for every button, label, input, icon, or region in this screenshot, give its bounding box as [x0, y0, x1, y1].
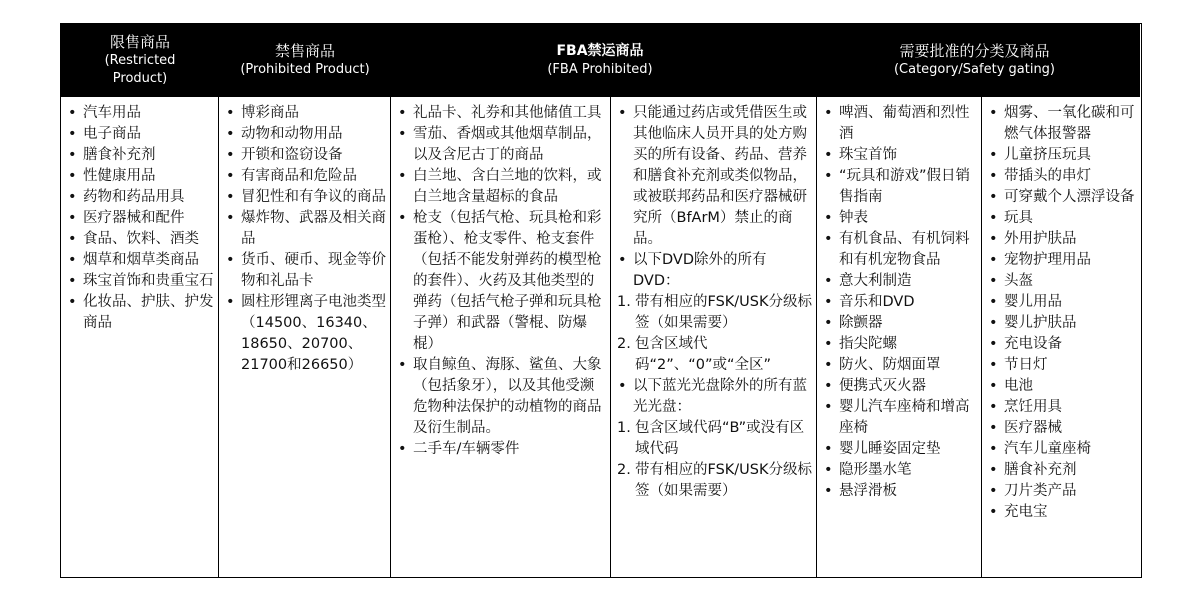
list-item-text: 医疗器械和配件 — [83, 210, 185, 226]
bullet-icon: • — [398, 126, 407, 142]
bullet-icon: • — [68, 231, 77, 247]
list-item — [397, 439, 606, 460]
product-category-table — [60, 23, 1142, 578]
list-item-text: 汽车儿童座椅 — [1004, 441, 1091, 457]
bullet-icon: • — [68, 189, 77, 205]
list-item — [823, 313, 977, 334]
list-item — [988, 313, 1136, 334]
list-item-text: 带有相应的FSK/USK分级标签（如果需要） — [635, 294, 813, 331]
list-item — [988, 145, 1136, 166]
list-item-text: 化妆品、护肤、护发商品 — [83, 294, 214, 331]
gating-list-right — [988, 103, 1136, 523]
bullet-icon: • — [824, 231, 833, 247]
list-item — [988, 376, 1136, 397]
list-item — [225, 103, 386, 124]
bullet-icon: • — [824, 399, 833, 415]
restricted-column — [61, 97, 219, 577]
bullet-icon: • — [989, 399, 998, 415]
prohibited-column — [219, 97, 391, 577]
bullet-icon: • — [226, 294, 235, 310]
list-item-text: 货币、硬币、现金等价物和礼品卡 — [241, 252, 386, 289]
list-item — [67, 292, 214, 334]
bullet-icon: • — [989, 294, 998, 310]
bullet-icon: • — [68, 105, 77, 121]
list-item-text: 可穿戴个人漂浮设备 — [1004, 189, 1135, 205]
list-item-text: 以下蓝光光盘除外的所有蓝光光盘： — [633, 378, 807, 415]
list-item — [988, 397, 1136, 418]
bullet-icon: • — [618, 252, 627, 268]
bullet-icon: • — [68, 147, 77, 163]
list-item-text: 膳食补充剂 — [83, 147, 156, 163]
list-item-text: 刀片类产品 — [1004, 483, 1077, 499]
gating-column-left — [817, 97, 982, 577]
list-item-text: 意大利制造 — [839, 273, 912, 289]
list-item-text: 汽车用品 — [83, 105, 141, 121]
bullet-icon: • — [989, 504, 998, 520]
list-item-text: 婴儿护肤品 — [1004, 315, 1077, 331]
list-item — [397, 355, 606, 439]
list-item — [988, 355, 1136, 376]
bullet-icon: • — [824, 483, 833, 499]
fba-list-left — [397, 103, 606, 460]
bullet-icon: • — [226, 168, 235, 184]
list-item — [617, 460, 812, 502]
list-item-text: 冒犯性和有争议的商品 — [241, 189, 386, 205]
list-item — [823, 103, 977, 145]
bullet-icon: • — [824, 210, 833, 226]
list-item — [823, 481, 977, 502]
list-item-text: 悬浮滑板 — [839, 483, 897, 499]
bullet-icon: • — [989, 168, 998, 184]
bullet-icon: • — [226, 189, 235, 205]
list-item — [988, 292, 1136, 313]
bullet-icon: • — [989, 441, 998, 457]
list-item — [823, 229, 977, 271]
bullet-icon: • — [226, 126, 235, 142]
bullet-icon: • — [226, 210, 235, 226]
list-item — [823, 208, 977, 229]
bullet-icon: • — [989, 420, 998, 436]
list-item — [988, 460, 1136, 481]
bullet-icon: • — [68, 252, 77, 268]
bullet-icon: • — [68, 168, 77, 184]
bullet-icon: • — [989, 147, 998, 163]
list-item — [617, 376, 812, 418]
bullet-icon: • — [68, 210, 77, 226]
bullet-icon: • — [618, 378, 627, 394]
bullet-icon: • — [68, 273, 77, 289]
list-item — [823, 397, 977, 439]
list-item — [823, 439, 977, 460]
list-item — [823, 334, 977, 355]
header-fba-zh: FBA禁运商品 — [556, 43, 644, 59]
list-item-text: 礼品卡、礼券和其他储值工具 — [413, 105, 602, 121]
list-item — [225, 292, 386, 376]
list-item — [988, 271, 1136, 292]
list-item — [67, 229, 214, 250]
bullet-icon: • — [398, 168, 407, 184]
bullet-icon: • — [398, 105, 407, 121]
list-item-text: 防火、防烟面罩 — [839, 357, 941, 373]
list-item — [988, 439, 1136, 460]
list-item — [988, 418, 1136, 439]
header-restricted — [61, 24, 219, 97]
number-marker: 1. — [617, 420, 631, 436]
bullet-icon: • — [618, 105, 627, 121]
list-item-text: 电池 — [1004, 378, 1033, 394]
bullet-icon: • — [824, 294, 833, 310]
list-item — [67, 103, 214, 124]
header-prohibited-en: (Prohibited Product) — [240, 62, 370, 77]
list-item-text: 宠物护理用品 — [1004, 252, 1091, 268]
bullet-icon: • — [824, 168, 833, 184]
bullet-icon: • — [398, 210, 407, 226]
list-item — [225, 145, 386, 166]
bullet-icon: • — [824, 357, 833, 373]
list-item — [988, 229, 1136, 250]
bullet-icon: • — [989, 231, 998, 247]
bullet-icon: • — [989, 378, 998, 394]
list-item — [617, 334, 812, 376]
list-item-text: 二手车/车辆零件 — [413, 441, 520, 457]
list-item — [225, 208, 386, 250]
restricted-list — [67, 103, 214, 334]
list-item — [988, 103, 1136, 145]
gating-list-left — [823, 103, 977, 502]
bullet-icon: • — [824, 105, 833, 121]
header-fba-prohibited — [391, 24, 809, 97]
list-item-text: 外用护肤品 — [1004, 231, 1077, 247]
list-item — [823, 355, 977, 376]
list-item — [988, 187, 1136, 208]
list-item-text: 枪支（包括气枪、玩具枪和彩蛋枪）、枪支零件、枪支套件（包括不能发射弹药的模型枪的套件）、火药及其他类型的弹药（包括气枪子弹和玩具枪子弹）和武器（警棍、防爆棍） — [413, 210, 602, 352]
list-item — [988, 166, 1136, 187]
list-item — [617, 292, 812, 334]
list-item — [823, 271, 977, 292]
list-item-text: 圆柱形锂离子电池类型（14500、16340、18650、20700、21700和26650） — [241, 294, 386, 373]
bullet-icon: • — [989, 273, 998, 289]
bullet-icon: • — [824, 273, 833, 289]
list-item-text: 取自鲸鱼、海豚、鲨鱼、大象（包括象牙），以及其他受濒危物种法保护的动植物的商品及衍生制品。 — [413, 357, 602, 436]
header-restricted-en: (Restricted Product) — [104, 53, 176, 86]
list-item — [225, 124, 386, 145]
list-item — [67, 187, 214, 208]
list-item-text: 包含区域代码“B”或没有区域代码 — [635, 420, 805, 457]
list-item — [617, 250, 812, 292]
bullet-icon: • — [989, 336, 998, 352]
bullet-icon: • — [824, 147, 833, 163]
list-item — [67, 124, 214, 145]
list-item-text: 儿童挤压玩具 — [1004, 147, 1091, 163]
list-item — [617, 418, 812, 460]
list-item-text: 爆炸物、武器及相关商品 — [241, 210, 386, 247]
list-item — [67, 250, 214, 271]
list-item-text: 指尖陀螺 — [839, 336, 897, 352]
list-item-text: 白兰地、含白兰地的饮料，或白兰地含量超标的食品 — [413, 168, 602, 205]
bullet-icon: • — [398, 357, 407, 373]
list-item-text: 电子商品 — [83, 126, 141, 142]
list-item — [823, 376, 977, 397]
list-item — [988, 334, 1136, 355]
list-item-text: 婴儿汽车座椅和增高座椅 — [839, 399, 970, 436]
header-gating-en: (Category/Safety gating) — [893, 62, 1056, 77]
list-item-text: 钟表 — [839, 210, 868, 226]
bullet-icon: • — [226, 252, 235, 268]
bullet-icon: • — [398, 441, 407, 457]
list-item-text: 博彩商品 — [241, 105, 299, 121]
number-marker: 2. — [617, 462, 631, 478]
list-item-text: 带有相应的FSK/USK分级标签（如果需要） — [635, 462, 813, 499]
header-gating-zh: 需要批准的分类及商品 — [899, 42, 1050, 60]
list-item — [988, 250, 1136, 271]
list-item-text: 婴儿用品 — [1004, 294, 1062, 310]
header-prohibited-zh: 禁售商品 — [274, 42, 335, 60]
list-item-text: 烟草和烟草类商品 — [83, 252, 199, 268]
list-item-text: 除颤器 — [839, 315, 883, 331]
list-item-text: 只能通过药店或凭借医生或其他临床人员开具的处方购买的所有设备、药品、营养和膳食补充剂或类似物品，或被联邦药品和医疗器械研究所（BfArM）禁止的商品。 — [633, 105, 807, 247]
header-fba-en: (FBA Prohibited) — [547, 62, 653, 77]
list-item — [823, 145, 977, 166]
list-item — [988, 481, 1136, 502]
list-item-text: 医疗器械 — [1004, 420, 1062, 436]
list-item-text: 食品、饮料、酒类 — [83, 231, 199, 247]
fba-column-right — [611, 97, 817, 577]
bullet-icon: • — [68, 294, 77, 310]
bullet-icon: • — [226, 105, 235, 121]
bullet-icon: • — [989, 105, 998, 121]
bullet-icon: • — [989, 189, 998, 205]
list-item — [617, 103, 812, 250]
bullet-icon: • — [989, 483, 998, 499]
list-item — [397, 208, 606, 355]
list-item-text: 头盔 — [1004, 273, 1033, 289]
list-item-text: 烟雾、一氧化碳和可燃气体报警器 — [1004, 105, 1135, 142]
list-item-text: 药物和药品用具 — [83, 189, 185, 205]
bullet-icon: • — [989, 252, 998, 268]
bullet-icon: • — [989, 210, 998, 226]
list-item — [67, 271, 214, 292]
fba-column-left — [391, 97, 611, 577]
gating-column-right — [982, 97, 1140, 577]
bullet-icon: • — [824, 315, 833, 331]
list-item — [823, 166, 977, 208]
list-item-text: 珠宝首饰 — [839, 147, 897, 163]
header-category-gating — [809, 24, 1140, 97]
bullet-icon: • — [68, 126, 77, 142]
list-item-text: 啤酒、葡萄酒和烈性酒 — [839, 105, 970, 142]
list-item-text: 包含区域代码“2”、“0”或“全区” — [635, 336, 772, 373]
header-prohibited — [219, 24, 391, 97]
list-item-text: 节日灯 — [1004, 357, 1048, 373]
list-item-text: 玩具 — [1004, 210, 1033, 226]
list-item — [397, 103, 606, 124]
bullet-icon: • — [824, 462, 833, 478]
header-restricted-zh: 限售商品 — [109, 33, 170, 51]
list-item-text: 带插头的串灯 — [1004, 168, 1091, 184]
list-item — [225, 250, 386, 292]
list-item-text: 音乐和DVD — [839, 294, 915, 310]
list-item-text: 以下DVD除外的所有DVD： — [633, 252, 767, 289]
bullet-icon: • — [989, 315, 998, 331]
list-item — [823, 292, 977, 313]
list-item-text: 雪茄、香烟或其他烟草制品，以及含尼古丁的商品 — [413, 126, 602, 163]
list-item — [988, 502, 1136, 523]
list-item-text: “玩具和游戏”假日销售指南 — [839, 168, 971, 205]
list-item-text: 膳食补充剂 — [1004, 462, 1077, 478]
list-item-text: 便携式灭火器 — [839, 378, 926, 394]
list-item — [823, 460, 977, 481]
list-item — [988, 208, 1136, 229]
number-marker: 1. — [617, 294, 631, 310]
bullet-icon: • — [824, 378, 833, 394]
list-item — [67, 166, 214, 187]
list-item-text: 烹饪用具 — [1004, 399, 1062, 415]
list-item — [397, 124, 606, 166]
bullet-icon: • — [989, 357, 998, 373]
list-item-text: 开锁和盗窃设备 — [241, 147, 343, 163]
number-marker: 2. — [617, 336, 631, 352]
list-item-text: 婴儿睡姿固定垫 — [839, 441, 941, 457]
list-item — [225, 166, 386, 187]
list-item-text: 充电宝 — [1004, 504, 1048, 520]
fba-list-right — [617, 103, 812, 502]
table-header-row — [61, 24, 1140, 97]
bullet-icon: • — [989, 462, 998, 478]
list-item-text: 动物和动物用品 — [241, 126, 343, 142]
list-item — [67, 145, 214, 166]
list-item-text: 有害商品和危险品 — [241, 168, 357, 184]
list-item — [67, 208, 214, 229]
list-item-text: 隐形墨水笔 — [839, 462, 912, 478]
prohibited-list — [225, 103, 386, 376]
list-item-text: 有机食品、有机饲料和有机宠物食品 — [839, 231, 970, 268]
bullet-icon: • — [226, 147, 235, 163]
list-item — [225, 187, 386, 208]
bullet-icon: • — [824, 336, 833, 352]
list-item — [397, 166, 606, 208]
list-item-text: 珠宝首饰和贵重宝石 — [83, 273, 214, 289]
list-item-text: 充电设备 — [1004, 336, 1062, 352]
bullet-icon: • — [824, 441, 833, 457]
list-item-text: 性健康用品 — [83, 168, 156, 184]
